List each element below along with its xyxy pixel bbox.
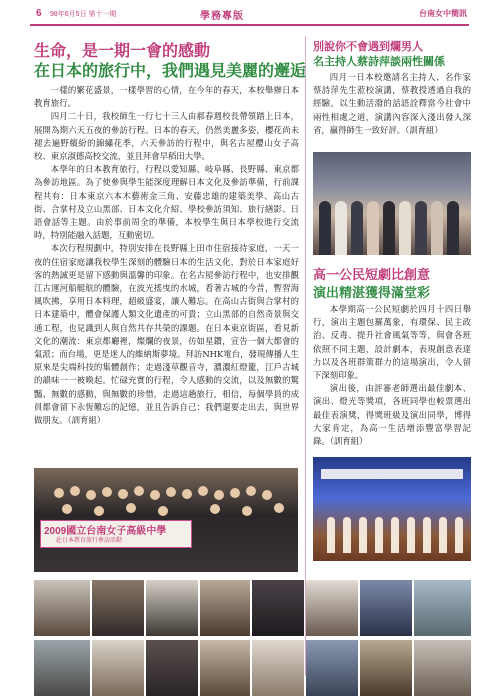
section-title: 學務專版 [200,11,244,22]
left-article-body [34,84,299,427]
student-head [86,490,96,500]
performer-figure [343,517,351,553]
student-head [262,490,272,500]
student-head [210,504,220,514]
person-figure [399,201,411,255]
student-head [274,503,284,513]
performer-figure [391,517,399,553]
student-head [62,504,72,514]
student-head [118,489,128,499]
lecture-group-photo [313,152,471,255]
person-figure [319,201,331,255]
student-head [134,486,144,496]
trip-photo-thumb [252,640,304,696]
right-article1-body [313,71,471,137]
trip-photo-thumb [360,580,412,636]
trip-photo-thumb [252,580,304,636]
person-figure [383,201,395,255]
left-article-title-line1: 生命，是一期一會的感動 [34,43,211,60]
trip-photo-thumb [34,640,90,696]
trip-photo-thumb [92,580,144,636]
right-article2-paragraph: 演出後，由評審老師選出最佳劇本、演出、燈光等獎項，各班同學也較票選出最佳表演獎，得獎班級及演出同學，博得大家肯定，為高一生活增添豐富學習記錄。（訓育組） [313,383,471,447]
left-article-paragraph: 本學年的日本教育旅行，行程以愛知縣、岐阜縣、長野縣、東京都為參訪地區。為了使參與學生能深度理解日本文化及參訪準備，行前課程共有：日本東京六本木藝術金三角、安藤忠雄的建築美學、高山古街、合掌村及立山黑部、日本文化介紹、學校參訪須知、旅行繕影、日語會話等主題。由於事前周全的準備，本校學生與日本學校進行交流時，特別能融入話題，互動密切。 [34,164,299,241]
left-article-title-line2: 在日本的旅行中，我們遇見美麗的邂逅 [34,63,307,80]
right-article1-title-line2: 名主持人蔡詩萍談兩性關係 [313,56,445,68]
student-head [94,506,104,516]
student-head [158,506,168,516]
right-article1-title-line1: 別說你不會遇到爛男人 [313,41,423,53]
student-head [102,487,112,497]
trip-photo-thumb [34,580,90,636]
performer-figure [407,517,415,553]
student-head [198,486,208,496]
trip-photo-thumb [146,640,198,696]
student-head [126,503,136,513]
student-head [54,488,64,498]
person-figure [447,201,459,255]
performer-figure [455,517,463,553]
student-head [242,506,252,516]
trip-photo-thumb [360,640,412,696]
trip-photo-thumb [146,580,198,636]
stage-banner [321,469,463,479]
right-article2-title-line2: 演出精湛獲得滿堂彩 [313,285,431,300]
person-figure [431,201,443,255]
trip-banner-subtitle: 赴日本教育旅行參訪活動 [56,538,123,544]
left-article-paragraph: 四月二十日，我校師生一行七十三人由郝春週校長帶領踏上日本，展開為期六天五夜的參訪行程。日本的春天，仍然美麗多姿，櫻花尚未褪去遍野繽紛的錦繡花季，六天參訪的行程中，與名古屋櫻山女子高校、東京淑德高校交流，並且拜會早稻田大學。 [34,111,299,162]
student-head [150,490,160,500]
page-number: 6 [36,8,42,19]
header-rule [30,24,469,26]
trip-photo-thumb [92,640,144,696]
performer-figure [439,517,447,553]
left-article-paragraph: 本次行程規劃中，特別安排在長野縣上田市住宿接待家庭，一天一夜的住宿家庭讓我校學生深刻的體驗日本的生活文化，對於日本家庭好客的熱誠更是留下感動與溫馨的印象。在名古屋參訪行程中，也安排觀江古運河船艇航的體驗，在波光搖曳的水城，看著古城的今昔，暫習海風吹拂，享用日本料理，超級盛宴，讓人難忘。在高山古街與合掌村的日本建築中，體會保護人類文化遺產的可貴；立山黑部的自然奇景與交通工程，也見識到人與自然共存共榮的課題。在日本東京街區，看見新文化的潮流：東京都廳裡，燦爛的夜景，彷如星鑽，宣告一個大都會的氣派；而台場，更是迷人的維納斯夢境。拜訪NHK電台，發現傳播人生原來是尖端科技的集體創作；走過淺草觀音寺，濃濃紅燈籠，江戶古城的韻味一一被喚起。忙碌充實的行程，令人感動的交流，以及無數的驚豔、無數的感動，與無數的珍惜，走過這趟旅行，相信，每個學員的成員都會留下永恆難忘的記憶，並且告訴自己：我們還要走出去，與世界做朋友。（訓育組） [34,243,299,426]
performer-figure [375,517,383,553]
right-article2-title-line1: 高一公民短劇比創意 [313,267,431,282]
trip-photo-thumb [200,640,250,696]
stage-drama-photo [313,457,471,561]
trip-photo-thumb [306,580,358,636]
trip-photo-thumb [414,640,471,696]
trip-photo-thumb [200,580,250,636]
performer-figure [359,517,367,553]
trip-banner-title: 2009國立台南女子高級中學 [44,526,167,537]
student-head [70,486,80,496]
right-article2-body [313,303,471,448]
person-figure [367,201,379,255]
student-head [230,488,240,498]
performer-figure [327,517,335,553]
student-head [182,489,192,499]
issue-date: 98年6月5日 第十一期 [50,11,117,18]
page-header [0,0,489,28]
performer-figure [423,517,431,553]
student-head [166,487,176,497]
person-figure [415,201,427,255]
student-head [214,490,224,500]
student-head [246,486,256,496]
paper-name: 台南女中簡訊 [419,9,467,18]
left-article-paragraph: 一樣的繁花盛景，一樣學習的心情，在今年的春天，本校舉辦日本教育旅行。 [34,85,299,109]
person-figure [335,201,347,255]
person-figure [351,201,363,255]
right-article1-paragraph: 四月一日本校邀請名主持人、名作家蔡詩萍先生蒞校演講，蔡教授透過自我的經驗，以生動活潑的話語詮釋當今社會中兩性相處之道，演講內容深入淺出發人深省，贏得師生一致好評。（訓育組） [313,72,471,135]
trip-photo-thumb [306,640,358,696]
japan-trip-group-photo [34,468,298,572]
right-article2-paragraph: 本學期高一公民短劇於四月十四日舉行，演出主題包羅萬象，有環保、民主政治、反毒、提升社會風氣等等，與會各班依照不同主題，設計劇本，表現創意表達力以及各班群策群力的這場演出，令人留下深刻印象。 [313,304,471,381]
trip-photo-thumb [414,580,471,636]
